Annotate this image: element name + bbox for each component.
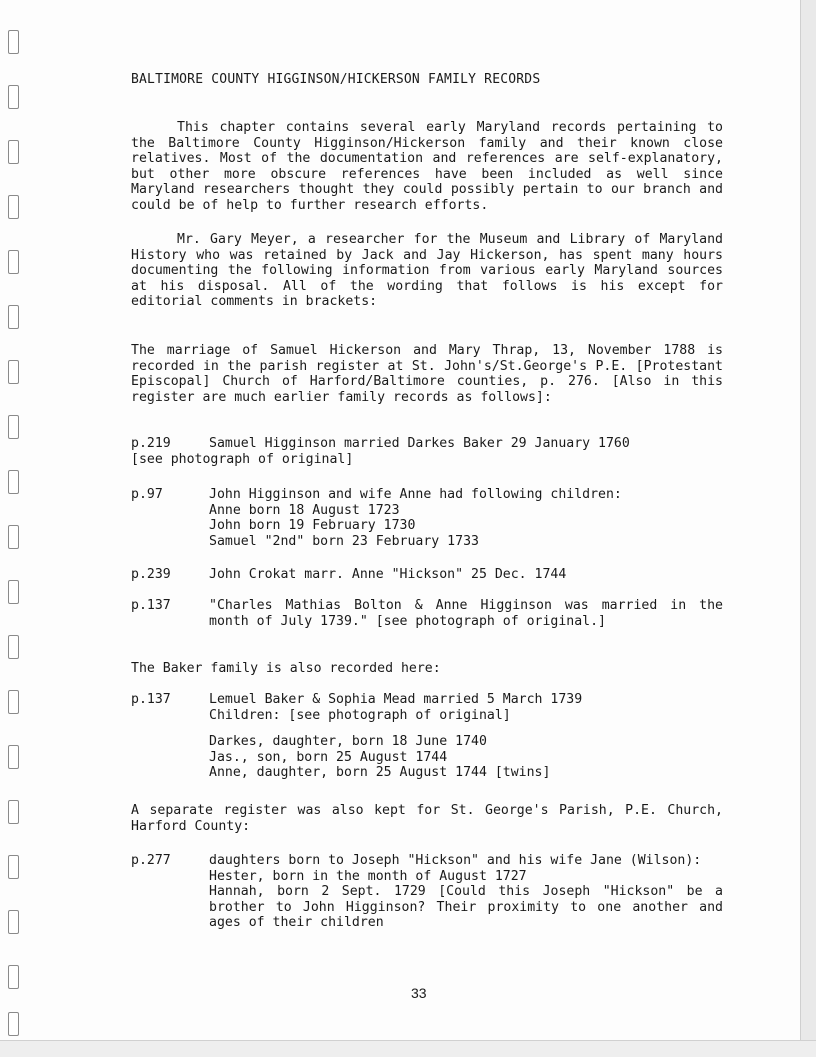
entry-reference: p.219 — [131, 436, 171, 451]
entry-line: Samuel Higginson married Darkes Baker 29 January 1760 — [209, 436, 630, 451]
punch-hole — [8, 910, 19, 934]
punch-hole — [8, 745, 19, 769]
entry-line: Lemuel Baker & Sophia Mead married 5 March 1739 — [209, 692, 583, 707]
entry-line: Children: [see photograph of original] — [209, 707, 511, 723]
record-entry-p137-bolton — [131, 598, 723, 629]
punch-hole — [8, 855, 19, 879]
record-entry-p239 — [131, 567, 723, 583]
intro-paragraph-1: This chapter contains several early Maryland records pertaining to the Baltimore County Higginson/Hickerson family and their known close relatives. Most of the documentation and references are self-explanatory, but other more obscure references have been included as well since Maryland researchers thought they could possibly pertain to our branch and could be of help to further research efforts. — [131, 120, 723, 213]
punch-hole — [8, 580, 19, 604]
record-entry-p219 — [131, 436, 723, 467]
punch-hole — [8, 85, 19, 109]
punch-hole — [8, 415, 19, 439]
record-entry-p97 — [131, 487, 723, 549]
entry-line: John born 19 February 1730 — [209, 518, 416, 534]
punch-hole — [8, 1012, 19, 1036]
entry-reference: p.137 — [131, 692, 171, 707]
separate-register-note: A separate register was also kept for St. George's Parish, P.E. Church, Harford County: — [131, 803, 723, 834]
entry-reference: p.137 — [131, 598, 171, 613]
page-edge-bottom — [0, 1040, 816, 1057]
punch-hole — [8, 250, 19, 274]
intro-paragraph-2: Mr. Gary Meyer, a researcher for the Museum and Library of Maryland History who was retained by Jack and Jay Hickerson, has spent many hours documenting the following information from various early Maryland sources at his disposal. All of the wording that follows is his except for editorial comments in brackets: — [131, 232, 723, 310]
punch-hole — [8, 195, 19, 219]
punch-hole — [8, 360, 19, 384]
entry-line: John Higginson and wife Anne had following children: — [209, 487, 622, 502]
punch-hole — [8, 800, 19, 824]
child-record: Darkes, daughter, born 18 June 1740 — [209, 734, 487, 750]
punch-hole — [8, 525, 19, 549]
punch-hole — [8, 470, 19, 494]
child-record: Hester, born in the month of August 1727 — [209, 868, 527, 884]
record-entry-p137-baker — [131, 692, 723, 781]
child-record: Hannah, born 2 Sept. 1729 [Could this Joseph "Hickson" be a brother to John Higginson? Their proximity to one another and ages of their children — [209, 884, 723, 931]
punch-hole — [8, 140, 19, 164]
entry-line: Anne born 18 August 1723 — [209, 502, 400, 518]
entry-reference: p.239 — [131, 567, 171, 582]
baker-note: The Baker family is also recorded here: — [131, 661, 441, 676]
entry-line: daughters born to Joseph "Hickson" and his wife Jane (Wilson): — [209, 853, 702, 868]
page-number: 33 — [411, 985, 427, 1001]
punch-hole — [8, 965, 19, 989]
punch-hole — [8, 30, 19, 54]
entry-line: "Charles Mathias Bolton & Anne Higginson was married in the month of July 1739." [see photograph of original.] — [209, 598, 723, 629]
page-title: BALTIMORE COUNTY HIGGINSON/HICKERSON FAMILY RECORDS — [131, 72, 541, 87]
entry-line: [see photograph of original] — [131, 451, 354, 467]
entry-line: Samuel "2nd" born 23 February 1733 — [209, 533, 479, 549]
record-entry-p277 — [131, 853, 723, 931]
punch-hole — [8, 690, 19, 714]
spacer — [209, 723, 723, 734]
marriage-note: The marriage of Samuel Hickerson and Mary Thrap, 13, November 1788 is recorded in the parish register at St. John's/St.George's P.E. [Protestant Episcopal] Church of Harford/Baltimore counties, p. 276. [Also in this register are much earlier family records as follows]: — [131, 343, 723, 405]
child-record: Jas., son, born 25 August 1744 — [209, 749, 448, 765]
child-record: Anne, daughter, born 25 August 1744 [twins] — [209, 765, 551, 781]
punch-hole — [8, 635, 19, 659]
punch-hole — [8, 305, 19, 329]
page-edge-shadow — [800, 0, 816, 1056]
entry-reference: p.97 — [131, 487, 163, 502]
entry-reference: p.277 — [131, 853, 171, 868]
entry-line: John Crokat marr. Anne "Hickson" 25 Dec. 1744 — [209, 567, 567, 582]
